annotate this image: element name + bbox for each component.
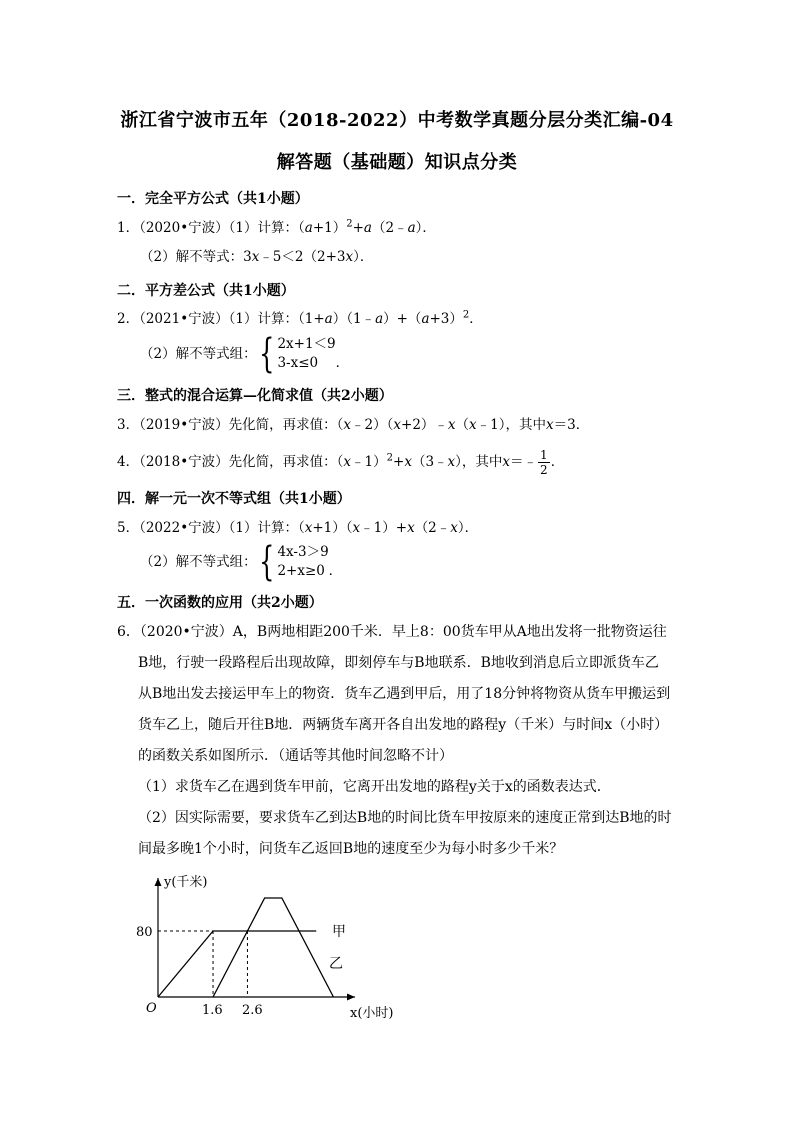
section-heading-2: 二．平方差公式（共1小题）	[117, 283, 295, 299]
question-6-line: 货车乙上，随后开往B地．两辆货车离开各自出发地的路程y（千米）与时间x（小时）	[138, 717, 669, 733]
system-row: 2+x≥0	[277, 563, 325, 579]
fraction: $\frac{1}{2}$	[540, 448, 548, 477]
inequality-system-2: { 2x+1＜9 3-x≤0 ．	[259, 331, 350, 377]
origin-label: O	[146, 1001, 157, 1016]
section-heading-4: 四．解一元一次不等式组（共1小题）	[117, 491, 351, 507]
inequality-system-5: { 4x-3＞9 2+x≥0 ．	[259, 539, 343, 585]
series-label-yi: 乙	[329, 956, 343, 972]
question-3: 3．（2019•宁波）先化简，再求值：（x﹣2）（x+2）﹣x（x﹣1），其中x＝3．	[117, 417, 590, 433]
system-row: 4x-3＞9	[277, 544, 329, 560]
section-heading-1: 一．完全平方公式（共1小题）	[117, 191, 309, 207]
question-6-line: （1）求货车乙在遇到货车甲前，它离开出发地的路程y关于x的函数表达式．	[138, 779, 611, 795]
question-5-part1: 5．（2022•宁波）（1）计算：（x+1）（x﹣1）+x（2﹣x）．	[117, 520, 479, 536]
question-6-line: B地，行驶一段路程后出现故障，即刻停车与B地联系．B地收到消息后立即派货车乙	[138, 655, 659, 671]
question-1-part1: 1．（2020•宁波）（1）计算：$(a+1)^2+a(2﹣a)$．	[117, 218, 436, 236]
question-6-line: 的函数关系如图所示．（通话等其他时间忽略不计）	[138, 748, 453, 764]
question-5-part2-label: （2）解不等式组：	[140, 554, 257, 570]
x-tick-label-2: 2.6	[242, 1003, 263, 1018]
series-line-jia	[158, 931, 316, 997]
question-1-part2: （2）解不等式：3x﹣5＜2（2+3x）．	[140, 249, 374, 265]
series-label-jia: 甲	[332, 924, 346, 940]
page-title-line1: 浙江省宁波市五年（2018-2022）中考数学真题分层分类汇编-04	[120, 110, 674, 131]
x-axis-label: x(小时)	[350, 1006, 394, 1021]
y-tick-label: 80	[136, 925, 153, 940]
question-4: 4．（2018•宁波）先化简，再求值：（x﹣1）$^2$+x（3﹣x），其中x＝﹣ $\frac{1}{2}$ ．	[117, 448, 565, 477]
section-heading-5: 五．一次函数的应用（共2小题）	[117, 595, 323, 611]
question-6-line: 6．（2020•宁波）A，B两地相距200千米．早上8：00货车甲从A地出发将一批物资运往	[117, 624, 667, 640]
brace-icon: {	[259, 539, 275, 585]
question-2-part1: 2．（2021•宁波）（1）计算：$(1+a)(1﹣a)+(a+3)^2$．	[117, 309, 483, 327]
system-row: 3-x≤0	[277, 355, 319, 371]
brace-icon: {	[259, 331, 275, 377]
question-6-line: 从B地出发去接运甲车上的物资．货车乙遇到甲后，用了18分钟将物资从货车甲搬运到	[138, 686, 671, 702]
x-axis-arrow-icon	[347, 994, 355, 1001]
section-heading-3: 三．整式的混合运算—化简求值（共2小题）	[117, 388, 393, 404]
x-tick-label-1: 1.6	[202, 1003, 223, 1018]
system-row: 2x+1＜9	[277, 336, 336, 352]
y-axis-label: y(千米)	[164, 875, 208, 890]
series-line-yi	[213, 898, 333, 997]
page-title-line2: 解答题（基础题）知识点分类	[276, 152, 518, 173]
question-6-line: （2）因实际需要，要求货车乙到达B地的时间比货车甲按原来的速度正常到达B地的时	[138, 810, 672, 826]
question-6-line: 间最多晚1个小时，问货车乙返回B地的速度至少为每小时多少千米？	[138, 841, 564, 857]
y-axis-arrow-icon	[155, 878, 162, 886]
question-2-part2-label: （2）解不等式组：	[140, 346, 257, 362]
